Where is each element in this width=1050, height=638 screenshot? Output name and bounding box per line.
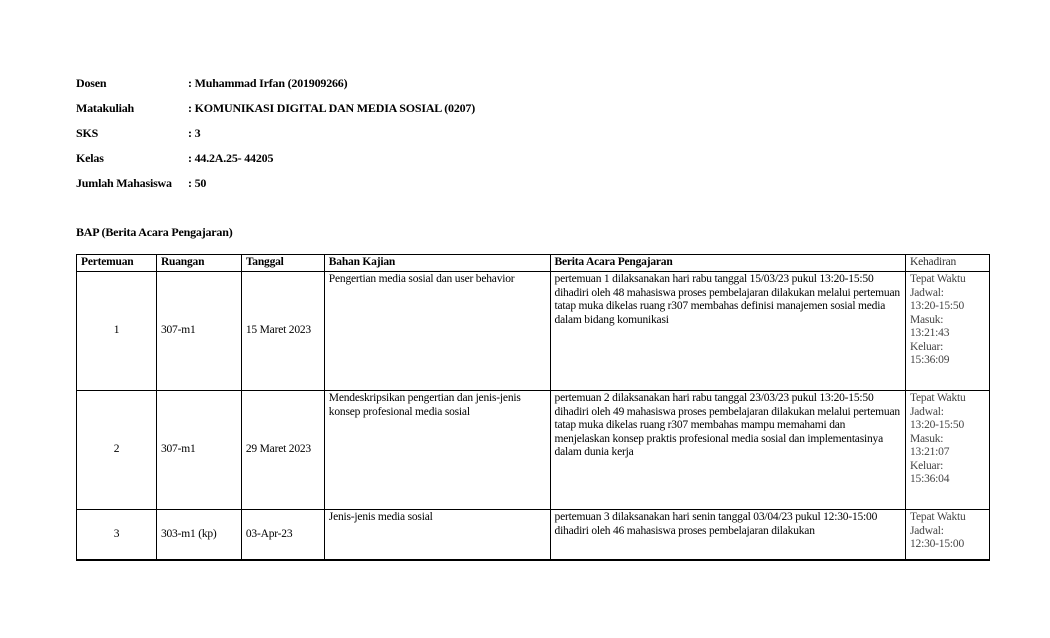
cell-pertemuan: 2 xyxy=(77,391,157,510)
cell-bahan-kajian: Jenis-jenis media sosial xyxy=(324,510,550,560)
cell-kehadiran xyxy=(905,391,989,510)
info-row-sks xyxy=(76,126,475,151)
table-row xyxy=(77,510,990,560)
kehadiran-line: 13:20-15:50 xyxy=(909,419,965,431)
cell-bahan-kajian: Mendeskripsikan pengertian dan jenis-jenis konsep profesional media sosial xyxy=(324,391,550,510)
info-value: : KOMUNIKASI DIGITAL DAN MEDIA SOSIAL (0207) xyxy=(188,101,476,115)
cell-tanggal: 29 Maret 2023 xyxy=(241,391,324,510)
kehadiran-line: Keluar: xyxy=(909,340,944,353)
kehadiran-line: 12:30-15:00 xyxy=(909,538,965,550)
kehadiran-line: 13:21:07 xyxy=(909,446,950,458)
cell-ruangan: 303-m1 (kp) xyxy=(156,510,241,560)
course-info xyxy=(76,76,475,201)
kehadiran-status: Tepat Waktu xyxy=(909,392,966,404)
kehadiran-line: Masuk: xyxy=(909,432,944,445)
table-header-row xyxy=(77,255,990,272)
info-label: Kelas xyxy=(76,151,104,165)
cell-ruangan: 307-m1 xyxy=(156,272,241,391)
section-title: BAP (Berita Acara Pengajaran) xyxy=(76,225,233,239)
cell-pertemuan: 1 xyxy=(77,272,157,391)
column-header-ruangan: Ruangan xyxy=(156,255,241,272)
kehadiran-line: Jadwal: xyxy=(909,405,944,418)
column-header-pertemuan: Pertemuan xyxy=(77,255,157,272)
kehadiran-line: 15:36:09 xyxy=(909,354,950,366)
cell-berita-acara: pertemuan 3 dilaksanakan hari senin tanggal 03/04/23 pukul 12:30-15:00 dihadiri oleh 46 mahasiswa proses pembelajaran dilakukan xyxy=(550,510,905,560)
info-value: : Muhammad Irfan (201909266) xyxy=(188,76,348,90)
kehadiran-line: 15:36:04 xyxy=(909,473,950,485)
kehadiran-line: Keluar: xyxy=(909,459,944,472)
info-label: Dosen xyxy=(76,76,107,90)
info-label: Jumlah Mahasiswa xyxy=(76,176,172,190)
info-value: : 44.2A.25- 44205 xyxy=(188,151,274,165)
column-header-tanggal: Tanggal xyxy=(241,255,324,272)
info-label: SKS xyxy=(76,126,99,140)
info-value: : 50 xyxy=(188,176,207,190)
column-header-kehadiran: Kehadiran xyxy=(905,255,989,272)
bap-table xyxy=(76,254,990,561)
table-row xyxy=(77,272,990,391)
cell-bahan-kajian: Pengertian media sosial dan user behavior xyxy=(324,272,550,391)
info-label: Matakuliah xyxy=(76,101,135,115)
cell-pertemuan: 3 xyxy=(77,510,157,560)
kehadiran-status: Tepat Waktu xyxy=(909,511,966,523)
kehadiran-line: 13:20-15:50 xyxy=(909,300,965,312)
table-row xyxy=(77,391,990,510)
column-header-bahan-kajian: Bahan Kajian xyxy=(324,255,550,272)
cell-kehadiran xyxy=(905,272,989,391)
kehadiran-line: Jadwal: xyxy=(909,286,944,299)
cell-tanggal: 03-Apr-23 xyxy=(241,510,324,560)
kehadiran-line: 13:21:43 xyxy=(909,327,950,339)
kehadiran-line: Jadwal: xyxy=(909,524,944,537)
kehadiran-status: Tepat Waktu xyxy=(909,273,966,285)
info-row-dosen xyxy=(76,76,475,101)
cell-tanggal: 15 Maret 2023 xyxy=(241,272,324,391)
column-header-berita-acara: Berita Acara Pengajaran xyxy=(550,255,905,272)
cell-berita-acara: pertemuan 2 dilaksanakan hari rabu tanggal 23/03/23 pukul 13:20-15:50 dihadiri oleh 49 mahasiswa proses pembelajaran dilakukan melalui pertemuan tatap muka dikelas ruang r307 membahas mampu memahami dan menjelaskan konsep praktis profesional media sosial dan implementasinya dalam dunia kerja xyxy=(550,391,905,510)
cell-kehadiran xyxy=(905,510,989,560)
info-value: : 3 xyxy=(188,126,201,140)
info-row-matakuliah xyxy=(76,101,475,126)
cell-ruangan: 307-m1 xyxy=(156,391,241,510)
info-row-kelas xyxy=(76,151,475,176)
cell-berita-acara: pertemuan 1 dilaksanakan hari rabu tanggal 15/03/23 pukul 13:20-15:50 dihadiri oleh 48 mahasiswa proses pembelajaran dilakukan melalui pertemuan tatap muka dikelas ruang r307 membahas definisi manajemen sosial media dalam bidang komunikasi xyxy=(550,272,905,391)
info-row-jumlah-mahasiswa xyxy=(76,176,475,201)
kehadiran-line: Masuk: xyxy=(909,313,944,326)
